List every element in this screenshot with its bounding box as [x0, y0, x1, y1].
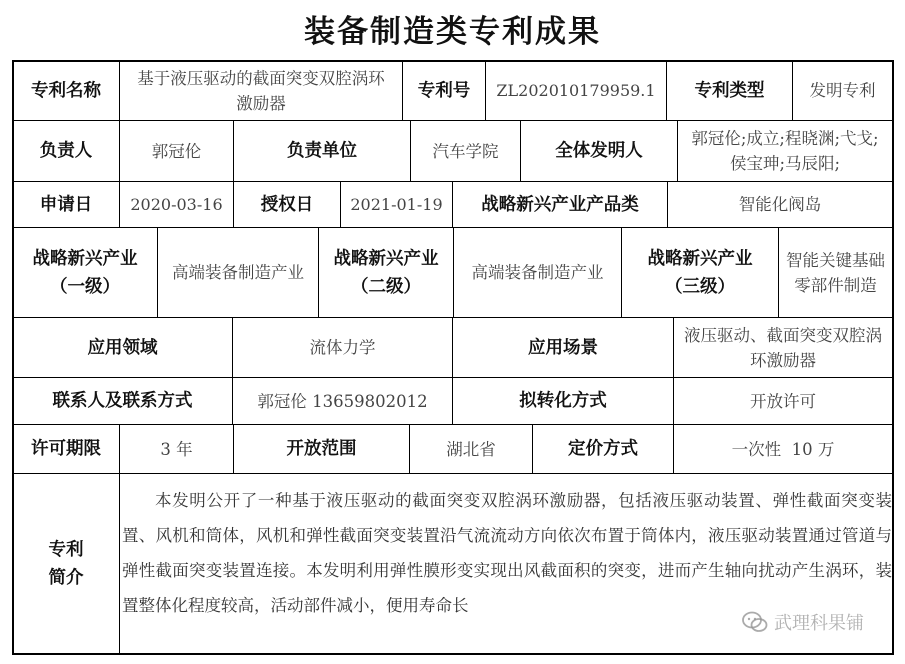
- application-scene-label: 应用场景: [528, 337, 598, 358]
- industry-level1-value: 高端装备制造产业: [172, 263, 304, 282]
- inventors-label: 全体发明人: [555, 141, 643, 161]
- application-field-value: 流体力学: [309, 338, 376, 357]
- watermark-text: 武理科果铺: [774, 613, 864, 634]
- patent-name-label: 专利名称: [31, 80, 101, 101]
- patent-name-value: 基于液压驱动的截面突变双腔涡环激励器: [137, 68, 385, 113]
- open-scope-label: 开放范围: [286, 439, 357, 459]
- license-period-label: 许可期限: [31, 439, 101, 459]
- patent-no-label: 专利号: [417, 80, 471, 101]
- patent-type-label: 专利类型: [694, 80, 765, 101]
- grant-date-value: 2021-01-19: [350, 195, 443, 214]
- industry-level2-value: 高端装备制造产业: [471, 263, 604, 282]
- transfer-mode-value: 开放许可: [750, 391, 816, 411]
- license-period-value: 3 年: [160, 439, 193, 459]
- open-scope-value: 湖北省: [446, 439, 496, 459]
- industry-level2-label: 战略新兴产业（二级）: [333, 248, 439, 297]
- owner-label: 负责人: [39, 141, 93, 161]
- pricing-value: 一次性 10 万: [731, 439, 835, 459]
- patent-intro-label: 专利简介: [48, 539, 84, 588]
- application-field-label: 应用领域: [87, 337, 158, 358]
- apply-date-label: 申请日: [39, 194, 93, 215]
- contact-value: 郭冠伦 13659802012: [257, 391, 428, 411]
- grant-date-label: 授权日: [260, 194, 314, 215]
- industry-level3-label: 战略新兴产业（三级）: [647, 248, 753, 297]
- industry-level1-label: 战略新兴产业（一级）: [32, 248, 138, 297]
- industry-level3-value: 智能关键基础零部件制造: [786, 250, 885, 295]
- page-title: 装备制造类专利成果: [304, 14, 601, 50]
- owner-value: 郭冠伦: [151, 141, 202, 161]
- contact-label: 联系人及联系方式: [52, 391, 193, 411]
- unit-value: 汽车学院: [432, 141, 499, 161]
- wechat-icon: [742, 611, 768, 633]
- patent-type-value: 发明专利: [809, 81, 876, 100]
- watermark: [742, 609, 864, 635]
- apply-date-value: 2020-03-16: [130, 195, 223, 214]
- pricing-label: 定价方式: [568, 439, 638, 459]
- inventors-value: 郭冠伦;成立;程晓渊;弋戈;侯宝珅;马辰阳;: [691, 129, 879, 173]
- patent-intro-text: 本发明公开了一种基于液压驱动的截面突变双腔涡环激励器，包括液压驱动装置、弹性截面突变装置、风机和筒体，风机和弹性截面突变装置沿气流流动方向依次布置于筒体内，液压驱动装置通过管道与弹性截面突变装置连接。本发明利用弹性膜形变实现出风截面积的突变，进而产生轴向扰动产生涡环，装置整体化程度较高，活动部件减小，便用寿命长: [122, 491, 892, 615]
- transfer-mode-label: 拟转化方式: [519, 391, 607, 411]
- patent-no-value: ZL202010179959.1: [496, 81, 656, 100]
- product-class-label: 战略新兴产业产品类: [481, 194, 639, 215]
- unit-label: 负责单位: [287, 141, 357, 161]
- application-scene-value: 液压驱动、截面突变双腔涡环激励器: [684, 325, 882, 370]
- product-class-value: 智能化阀岛: [738, 195, 822, 214]
